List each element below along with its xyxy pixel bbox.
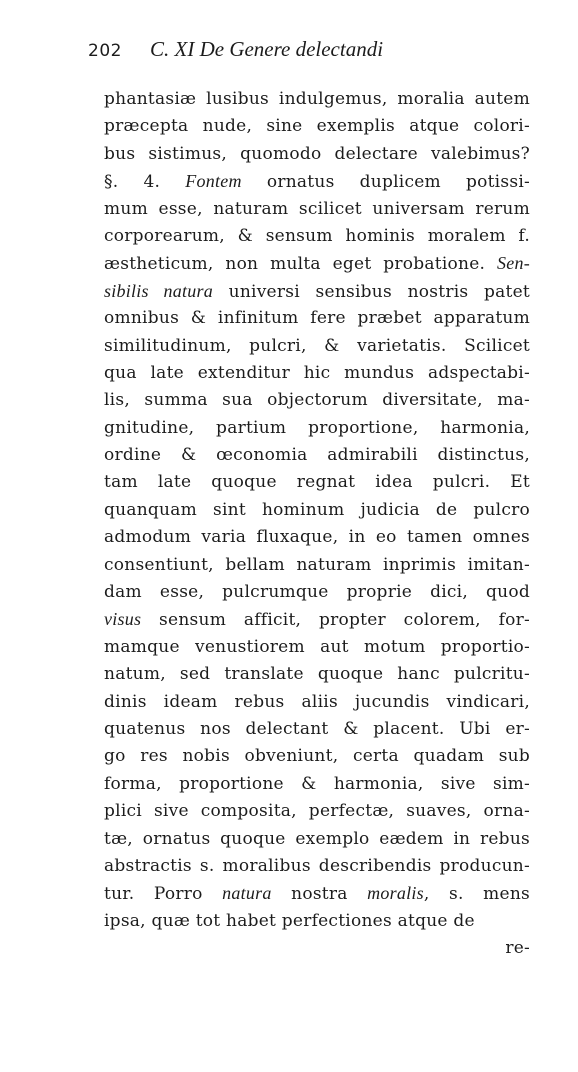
text-run: plici sive composita, perfectæ, suaves, orna- [104,801,530,822]
text-run: mum esse, naturam scilicet universam rerum [104,198,530,219]
text-line [104,880,530,907]
text-run: forma, proportione & harmonia, sive sim- [104,773,530,794]
text-line [104,552,530,579]
italic-run: Fontem [185,171,242,192]
text-run: qua late extenditur hic mundus adspectabi- [104,362,530,383]
text-run: ipsa, quæ tot habet perfectiones atque de [104,910,475,931]
text-run: gnitudine, partium proportione, harmonia, [104,417,530,438]
text-run: sensum afficit, propter colorem, for- [141,610,530,631]
chapter-title: C. XI De Genere delectandi [150,37,384,61]
text-line [104,606,530,633]
text-line [104,798,530,825]
text-run: phantasiæ lusibus indulgemus, moralia autem [104,89,530,109]
text-run: omnibus & infinitum fere præbet apparatum [104,308,530,329]
text-line [104,743,530,770]
text-run: tur. Porro [104,884,223,905]
text-run: dam esse, pulcrumque proprie dici, quod [104,582,530,603]
text-line [104,634,530,661]
text-line [104,86,530,113]
text-run: universi sensibus nostris patet [213,281,530,302]
text-line [104,387,530,414]
text-line [104,442,530,469]
text-run: ordine & œconomia admirabili distinctus, [104,445,530,466]
body-text [104,86,530,963]
text-line [104,853,530,880]
text-run: tam late quoque regnat idea pulcri. Et [104,472,530,493]
text-line [104,524,530,551]
text-line [104,278,530,305]
text-line [104,168,530,195]
italic-run: sibilis natura [104,280,213,301]
text-run: §. 4. [104,172,186,193]
text-line [104,113,530,140]
text-line [104,141,530,168]
text-run: similitudinum, pulcri, & varietatis. Scilicet [104,335,530,356]
italic-run: moralis [367,883,424,904]
text-line [104,415,530,442]
text-run: mamque venustiorem aut motum proportio- [104,636,530,657]
text-run: ornatus duplicem potissi- [241,172,530,193]
text-run: consentiunt, bellam naturam inprimis imitan- [104,554,530,575]
text-line [104,305,530,332]
text-run: re- [505,938,530,959]
text-line [104,771,530,798]
text-line [104,716,530,743]
text-run: natum, sed translate quoque hanc pulcritu- [104,664,530,685]
text-run: tæ, ornatus quoque exemplo eædem in rebus [104,828,530,849]
text-line [104,360,530,387]
text-line [104,196,530,223]
italic-run: natura [222,883,272,904]
italic-run: Sen- [497,253,530,274]
text-line [104,908,530,935]
text-line [104,223,530,250]
text-line [104,333,530,360]
text-line [104,689,530,716]
text-line [104,469,530,496]
text-run: admodum varia fluxaque, in eo tamen omnes [104,527,530,548]
running-head [88,34,548,64]
text-line [104,661,530,688]
text-run: bus sistimus, quomodo delectare valebimus? [104,143,530,164]
text-line [104,826,530,853]
catchword [104,935,530,962]
text-line [104,579,530,606]
page-number: 202 [88,41,122,61]
text-run: quanquam sint hominum judicia de pulcro [104,499,530,520]
text-line [104,250,530,277]
text-run: go res nobis obveniunt, certa quadam sub [104,746,530,767]
text-run: quatenus nos delectant & placent. Ubi er- [104,718,530,739]
text-run: præcepta nude, sine exemplis atque colori- [104,116,530,137]
text-run: , s. mens [423,884,530,905]
text-run: lis, summa sua objectorum diversitate, ma- [104,390,530,411]
text-line [104,497,530,524]
text-run: nostra [271,884,368,905]
text-run: æstheticum, non multa eget probatione. [104,254,498,275]
text-run: corporearum, & sensum hominis moralem f. [104,225,530,246]
italic-run: visus [104,609,142,630]
text-run: abstractis s. moralibus describendis producun- [104,855,530,876]
text-run: dinis ideam rebus aliis jucundis vindicari, [104,691,530,712]
